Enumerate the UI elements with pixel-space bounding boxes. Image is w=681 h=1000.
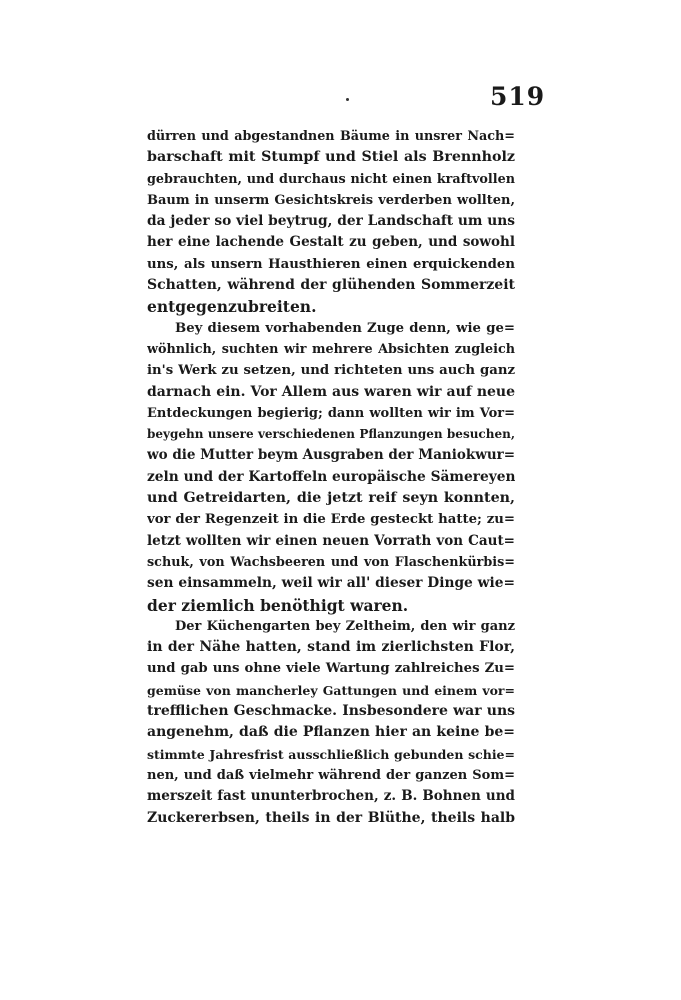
text-line: entgegenzubreiten. [147,297,317,317]
text-line: und gab uns ohne viele Wartung zahlreiches Zu= [147,661,515,677]
text-line: in's Werk zu setzen, und richteten uns auch ganz [147,363,515,379]
text-line: sen einsammeln, weil wir all' dieser Dinge wie= [147,575,515,592]
text-line: merszeit fast ununterbrochen, z. B. Bohnen und [147,788,515,805]
text-line: Zuckererbsen, theils in der Blüthe, theils halb [147,809,515,826]
text-line: trefflichen Geschmacke. Insbesondere war uns [147,703,515,720]
text-line: stimmte Jahresfrist ausschließlich gebunden schie= [147,746,515,762]
ink-dot [346,98,349,101]
text-line: da jeder so viel beytrug, der Landschaft um uns [147,213,515,230]
text-line: gemüse von mancherley Gattungen und einem vor= [147,682,515,698]
text-line: wöhnlich, suchten wir mehrere Absichten zugleich [147,341,515,357]
text-line: barschaft mit Stumpf und Stiel als Brennholz [147,149,515,166]
body-text [147,126,515,829]
text-line: Baum in unserm Gesichtskreis verderben wollten, [147,192,515,208]
text-line: vor der Regenzeit in die Erde gesteckt hatte; zu= [147,512,515,528]
text-line: in der Nähe hatten, stand im zierlichsten Flor, [147,639,515,656]
text-line: Entdeckungen begierig; dann wollten wir im Vor= [147,405,515,421]
text-line: darnach ein. Vor Allem aus waren wir auf neue [147,383,515,400]
text-line: letzt wollten wir einen neuen Vorrath von Caut= [147,532,515,549]
page-number: 519 [490,82,546,111]
text-line: uns, als unsern Hausthieren einen erquickenden [147,256,515,272]
text-line: nen, und daß vielmehr während der ganzen Som= [147,767,515,783]
text-line: Der Küchengarten bey Zeltheim, den wir ganz [175,618,515,634]
text-line: wo die Mutter beym Ausgraben der Maniokwur= [147,447,515,464]
text-line: gebrauchten, und durchaus nicht einen kraftvollen [147,171,515,187]
text-line: dürren und abgestandnen Bäume in unsrer Nach= [147,129,515,144]
text-line: der ziemlich benöthigt waren. [147,595,409,615]
text-line: schuk, von Wachsbeeren und von Flaschenkürbis= [147,554,515,570]
text-line: und Getreidarten, die jetzt reif seyn konnten, [147,490,515,507]
text-line: Bey diesem vorhabenden Zuge denn, wie ge= [175,320,515,336]
text-line: zeln und der Kartoffeln europäische Sämereyen [147,468,515,485]
text-line: beygehn unsere verschiedenen Pflanzungen besuchen, [147,427,515,442]
text-line: angenehm, daß die Pflanzen hier an keine be= [147,724,515,741]
text-line: Schatten, während der glühenden Sommerzeit [147,277,515,294]
text-line: her eine lachende Gestalt zu geben, und sowohl [147,234,515,251]
